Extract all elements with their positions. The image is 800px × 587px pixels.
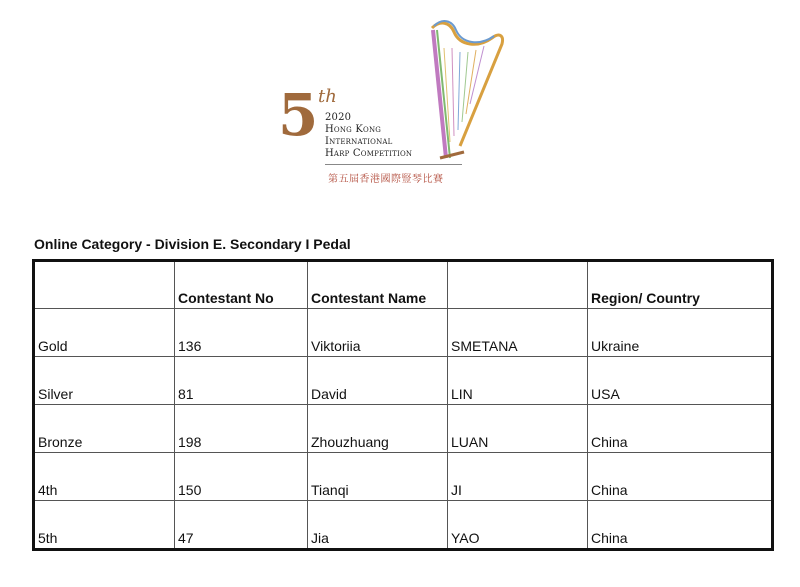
table-row: [34, 309, 773, 357]
cell-last-name: JI: [448, 453, 588, 501]
logo-line-international: International: [325, 136, 393, 147]
logo-chinese-title: 第五屆香港國際豎琴比賽: [328, 174, 444, 185]
header-surname: [448, 261, 588, 309]
section-title: Online Category - Division E. Secondary I Pedal: [34, 236, 351, 252]
cell-contestant-no: 47: [175, 501, 308, 550]
cell-last-name: YAO: [448, 501, 588, 550]
cell-place: Silver: [34, 357, 175, 405]
cell-first-name: Jia: [308, 501, 448, 550]
results-table: [32, 259, 774, 551]
header-contestant-name: Contestant Name: [308, 261, 448, 309]
competition-logo: [270, 18, 510, 188]
cell-last-name: SMETANA: [448, 309, 588, 357]
header-contestant-no: Contestant No: [175, 261, 308, 309]
logo-ordinal-suffix: th: [318, 86, 337, 107]
cell-place: Gold: [34, 309, 175, 357]
table-row: [34, 405, 773, 453]
cell-place: Bronze: [34, 405, 175, 453]
cell-first-name: Tianqi: [308, 453, 448, 501]
cell-first-name: Zhouzhuang: [308, 405, 448, 453]
cell-first-name: Viktoriia: [308, 309, 448, 357]
logo-year: 2020: [325, 112, 352, 123]
cell-place: 4th: [34, 453, 175, 501]
cell-region: China: [588, 405, 773, 453]
table-header-row: [34, 261, 773, 309]
cell-region: USA: [588, 357, 773, 405]
table-row: [34, 357, 773, 405]
header-region-country: Region/ Country: [588, 261, 773, 309]
cell-region: Ukraine: [588, 309, 773, 357]
cell-region: China: [588, 501, 773, 550]
cell-contestant-no: 198: [175, 405, 308, 453]
cell-contestant-no: 136: [175, 309, 308, 357]
harp-icon: [420, 18, 510, 168]
header-place: [34, 261, 175, 309]
cell-contestant-no: 81: [175, 357, 308, 405]
table-row: [34, 501, 773, 550]
cell-last-name: LIN: [448, 357, 588, 405]
logo-numeral: 5: [278, 81, 319, 149]
logo-line-hong-kong: Hong Kong: [325, 124, 382, 135]
logo-line-harp-competition: Harp Competition: [325, 148, 413, 159]
table-row: [34, 453, 773, 501]
cell-place: 5th: [34, 501, 175, 550]
logo-wordmark: [325, 112, 412, 160]
cell-region: China: [588, 453, 773, 501]
cell-contestant-no: 150: [175, 453, 308, 501]
cell-first-name: David: [308, 357, 448, 405]
cell-last-name: LUAN: [448, 405, 588, 453]
